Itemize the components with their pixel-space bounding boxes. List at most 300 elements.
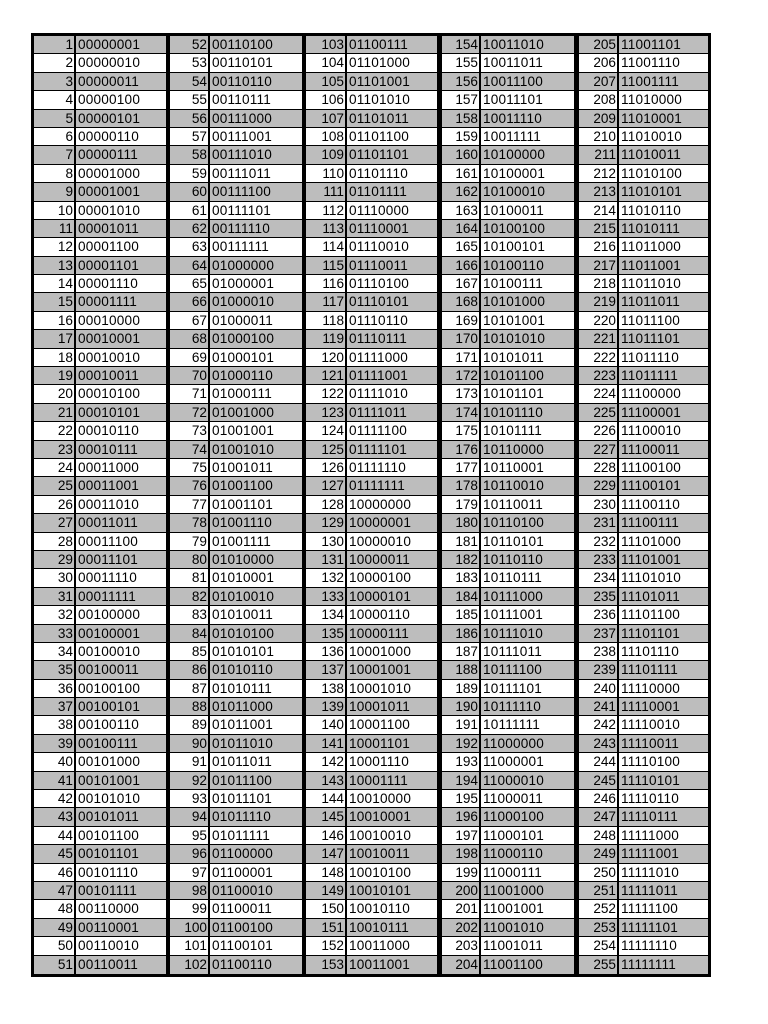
decimal-value: 152: [306, 937, 347, 954]
table-row: [442, 937, 574, 955]
table-row: [34, 404, 166, 422]
binary-value: 01100100: [210, 919, 302, 936]
table-row: [306, 606, 437, 624]
table-row: [579, 146, 708, 164]
binary-value: 01000101: [210, 349, 302, 366]
table-row: [579, 937, 708, 955]
decimal-value: 182: [442, 551, 481, 568]
binary-value: 11100001: [619, 404, 708, 421]
table-row: [34, 625, 166, 643]
table-row: [442, 827, 574, 845]
table-column: [170, 36, 302, 974]
binary-value: 11011100: [619, 312, 708, 329]
binary-value: 01111001: [347, 367, 437, 384]
table-row: [579, 128, 708, 146]
table-row: [579, 698, 708, 716]
decimal-value: 91: [170, 753, 210, 770]
table-row: [34, 496, 166, 514]
table-row: [579, 330, 708, 348]
decimal-value: 202: [442, 919, 481, 936]
decimal-value: 201: [442, 900, 481, 917]
binary-value: 01101001: [347, 73, 437, 90]
decimal-value: 30: [34, 569, 76, 586]
table-row: [442, 698, 574, 716]
binary-value: 10010011: [347, 845, 437, 862]
table-row: [306, 882, 437, 900]
decimal-value: 7: [34, 146, 76, 163]
decimal-value: 129: [306, 514, 347, 531]
table-row: [170, 496, 302, 514]
table-row: [442, 257, 574, 275]
binary-value: 10000101: [347, 588, 437, 605]
binary-value: 01000000: [210, 257, 302, 274]
binary-value: 10110010: [481, 477, 574, 494]
binary-value: 01001101: [210, 496, 302, 513]
table-row: [170, 165, 302, 183]
table-row: [579, 385, 708, 403]
table-row: [442, 422, 574, 440]
binary-value: 11011011: [619, 293, 708, 310]
decimal-value: 215: [579, 220, 619, 237]
decimal-value: 44: [34, 827, 76, 844]
decimal-value: 68: [170, 330, 210, 347]
table-row: [442, 459, 574, 477]
binary-value: 01101111: [347, 183, 437, 200]
table-row: [579, 73, 708, 91]
table-row: [170, 110, 302, 128]
table-row: [442, 735, 574, 753]
binary-value: 10010111: [347, 919, 437, 936]
binary-value: 11000011: [481, 790, 574, 807]
binary-value: 01010010: [210, 588, 302, 605]
table-row: [306, 367, 437, 385]
binary-value: 01011001: [210, 716, 302, 733]
binary-value: 00111100: [210, 183, 302, 200]
binary-value: 01110110: [347, 312, 437, 329]
decimal-value: 173: [442, 385, 481, 402]
table-row: [306, 753, 437, 771]
binary-value: 10011011: [481, 54, 574, 71]
table-row: [579, 36, 708, 54]
decimal-value: 109: [306, 146, 347, 163]
table-row: [34, 551, 166, 569]
binary-value: 01110011: [347, 257, 437, 274]
table-row: [306, 293, 437, 311]
decimal-value: 115: [306, 257, 347, 274]
table-row: [579, 220, 708, 238]
table-row: [170, 73, 302, 91]
binary-value: 01011100: [210, 772, 302, 789]
decimal-value: 240: [579, 680, 619, 697]
binary-value: 11100101: [619, 477, 708, 494]
decimal-value: 140: [306, 716, 347, 733]
binary-value: 01101100: [347, 128, 437, 145]
binary-value: 10110000: [481, 441, 574, 458]
table-row: [306, 459, 437, 477]
decimal-value: 253: [579, 919, 619, 936]
decimal-value: 146: [306, 827, 347, 844]
decimal-value: 120: [306, 349, 347, 366]
table-row: [34, 459, 166, 477]
table-row: [34, 54, 166, 72]
decimal-value: 82: [170, 588, 210, 605]
table-row: [579, 422, 708, 440]
decimal-value: 130: [306, 533, 347, 550]
table-row: [34, 275, 166, 293]
binary-value: 01000001: [210, 275, 302, 292]
binary-value: 11110010: [619, 716, 708, 733]
binary-value: 01100000: [210, 845, 302, 862]
decimal-value: 51: [34, 956, 76, 974]
decimal-value: 86: [170, 661, 210, 678]
binary-value: 00010001: [76, 330, 166, 347]
table-row: [34, 827, 166, 845]
binary-value: 11111100: [619, 900, 708, 917]
decimal-value: 139: [306, 698, 347, 715]
table-row: [34, 183, 166, 201]
table-row: [34, 36, 166, 54]
table-row: [442, 588, 574, 606]
table-row: [579, 514, 708, 532]
binary-value: 11101010: [619, 569, 708, 586]
table-row: [579, 643, 708, 661]
binary-value: 00111001: [210, 128, 302, 145]
table-row: [170, 459, 302, 477]
decimal-value: 33: [34, 625, 76, 642]
binary-value: 01111011: [347, 404, 437, 421]
table-row: [34, 73, 166, 91]
binary-value: 01010101: [210, 643, 302, 660]
decimal-value: 18: [34, 349, 76, 366]
table-row: [442, 753, 574, 771]
decimal-value: 189: [442, 680, 481, 697]
binary-value: 11111000: [619, 827, 708, 844]
table-row: [170, 349, 302, 367]
table-row: [170, 54, 302, 72]
decimal-value: 23: [34, 441, 76, 458]
table-row: [306, 202, 437, 220]
decimal-value: 217: [579, 257, 619, 274]
decimal-value: 179: [442, 496, 481, 513]
decimal-value: 235: [579, 588, 619, 605]
decimal-value: 71: [170, 385, 210, 402]
decimal-value: 101: [170, 937, 210, 954]
table-row: [442, 533, 574, 551]
binary-value: 01110100: [347, 275, 437, 292]
table-row: [442, 643, 574, 661]
binary-value: 00101110: [76, 864, 166, 881]
binary-value: 00111010: [210, 146, 302, 163]
decimal-value: 106: [306, 91, 347, 108]
decimal-value: 57: [170, 128, 210, 145]
table-row: [579, 312, 708, 330]
decimal-value: 147: [306, 845, 347, 862]
table-row: [442, 275, 574, 293]
decimal-value: 180: [442, 514, 481, 531]
binary-value: 11010010: [619, 128, 708, 145]
decimal-value: 111: [306, 183, 347, 200]
table-row: [170, 864, 302, 882]
decimal-value: 100: [170, 919, 210, 936]
binary-value: 10010110: [347, 900, 437, 917]
table-row: [579, 349, 708, 367]
binary-value: 11000001: [481, 753, 574, 770]
table-row: [34, 146, 166, 164]
decimal-value: 93: [170, 790, 210, 807]
decimal-value: 162: [442, 183, 481, 200]
decimal-value: 78: [170, 514, 210, 531]
decimal-value: 144: [306, 790, 347, 807]
decimal-value: 29: [34, 551, 76, 568]
binary-value: 01010100: [210, 625, 302, 642]
binary-value: 11000101: [481, 827, 574, 844]
table-row: [579, 54, 708, 72]
decimal-value: 19: [34, 367, 76, 384]
decimal-value: 161: [442, 165, 481, 182]
binary-value: 10101001: [481, 312, 574, 329]
decimal-value: 45: [34, 845, 76, 862]
decimal-value: 157: [442, 91, 481, 108]
table-row: [170, 845, 302, 863]
table-row: [579, 808, 708, 826]
table-row: [306, 900, 437, 918]
binary-value: 10011111: [481, 128, 574, 145]
binary-value: 00000010: [76, 54, 166, 71]
decimal-value: 9: [34, 183, 76, 200]
table-row: [170, 827, 302, 845]
table-column: [442, 36, 574, 974]
table-row: [442, 220, 574, 238]
binary-value: 11011110: [619, 349, 708, 366]
table-row: [306, 588, 437, 606]
table-row: [170, 808, 302, 826]
binary-value: 11111101: [619, 919, 708, 936]
binary-value: 00001000: [76, 165, 166, 182]
binary-value: 00000110: [76, 128, 166, 145]
table-row: [34, 257, 166, 275]
binary-value: 00011110: [76, 569, 166, 586]
table-row: [579, 661, 708, 679]
table-row: [442, 36, 574, 54]
decimal-value: 90: [170, 735, 210, 752]
binary-value: 01110010: [347, 238, 437, 255]
binary-value: 01011110: [210, 808, 302, 825]
binary-value: 01110001: [347, 220, 437, 237]
table-row: [442, 312, 574, 330]
decimal-value: 212: [579, 165, 619, 182]
binary-value: 00111000: [210, 110, 302, 127]
table-row: [306, 864, 437, 882]
decimal-value: 229: [579, 477, 619, 494]
binary-value: 11101111: [619, 661, 708, 678]
binary-value: 01011101: [210, 790, 302, 807]
decimal-value: 142: [306, 753, 347, 770]
table-row: [34, 91, 166, 109]
table-row: [442, 330, 574, 348]
table-row: [34, 238, 166, 256]
decimal-value: 166: [442, 257, 481, 274]
decimal-value: 11: [34, 220, 76, 237]
table-row: [170, 882, 302, 900]
table-row: [170, 257, 302, 275]
binary-value: 00111110: [210, 220, 302, 237]
decimal-value: 113: [306, 220, 347, 237]
binary-value: 10011100: [481, 73, 574, 90]
decimal-value: 156: [442, 73, 481, 90]
binary-value: 11101100: [619, 606, 708, 623]
table-row: [34, 680, 166, 698]
table-row: [306, 772, 437, 790]
decimal-value: 94: [170, 808, 210, 825]
table-row: [170, 790, 302, 808]
table-row: [170, 956, 302, 974]
binary-value: 11100011: [619, 441, 708, 458]
decimal-value: 224: [579, 385, 619, 402]
binary-value: 00010010: [76, 349, 166, 366]
decimal-value: 22: [34, 422, 76, 439]
decimal-value: 207: [579, 73, 619, 90]
table-row: [306, 110, 437, 128]
table-row: [34, 845, 166, 863]
decimal-value: 75: [170, 459, 210, 476]
binary-value: 11111010: [619, 864, 708, 881]
binary-value: 10110111: [481, 569, 574, 586]
decimal-value: 69: [170, 349, 210, 366]
table-row: [170, 606, 302, 624]
table-row: [34, 165, 166, 183]
binary-value: 11001101: [619, 36, 708, 53]
decimal-value: 27: [34, 514, 76, 531]
decimal-value: 203: [442, 937, 481, 954]
binary-value: 00010110: [76, 422, 166, 439]
decimal-value: 98: [170, 882, 210, 899]
table-row: [306, 54, 437, 72]
table-row: [306, 349, 437, 367]
decimal-value: 116: [306, 275, 347, 292]
binary-value: 00111101: [210, 202, 302, 219]
binary-value: 10110001: [481, 459, 574, 476]
table-row: [34, 514, 166, 532]
table-row: [34, 790, 166, 808]
table-row: [34, 477, 166, 495]
decimal-value: 50: [34, 937, 76, 954]
binary-value: 10011000: [347, 937, 437, 954]
binary-value: 00001010: [76, 202, 166, 219]
binary-value: 00010111: [76, 441, 166, 458]
table-row: [170, 367, 302, 385]
decimal-value: 138: [306, 680, 347, 697]
table-row: [170, 698, 302, 716]
decimal-value: 153: [306, 956, 347, 974]
decimal-value: 126: [306, 459, 347, 476]
table-row: [34, 919, 166, 937]
binary-value: 01000111: [210, 385, 302, 402]
binary-value: 11101101: [619, 625, 708, 642]
table-row: [579, 110, 708, 128]
decimal-value: 2: [34, 54, 76, 71]
table-row: [34, 606, 166, 624]
decimal-value: 204: [442, 956, 481, 974]
table-row: [579, 790, 708, 808]
binary-value: 10011110: [481, 110, 574, 127]
binary-value: 10100100: [481, 220, 574, 237]
binary-value: 01001001: [210, 422, 302, 439]
decimal-value: 244: [579, 753, 619, 770]
table-row: [579, 183, 708, 201]
decimal-value: 34: [34, 643, 76, 660]
binary-value: 11000100: [481, 808, 574, 825]
decimal-value: 42: [34, 790, 76, 807]
table-row: [306, 330, 437, 348]
binary-value: 10101100: [481, 367, 574, 384]
table-row: [579, 900, 708, 918]
decimal-value: 143: [306, 772, 347, 789]
table-row: [306, 533, 437, 551]
binary-value: 00011111: [76, 588, 166, 605]
table-row: [306, 385, 437, 403]
decimal-value: 103: [306, 36, 347, 53]
table-row: [170, 202, 302, 220]
decimal-value: 105: [306, 73, 347, 90]
table-row: [306, 643, 437, 661]
binary-value: 01101000: [347, 54, 437, 71]
decimal-value: 219: [579, 293, 619, 310]
decimal-value: 227: [579, 441, 619, 458]
binary-value: 00110010: [76, 937, 166, 954]
binary-value: 10000110: [347, 606, 437, 623]
decimal-value: 187: [442, 643, 481, 660]
table-row: [306, 183, 437, 201]
binary-value: 01111010: [347, 385, 437, 402]
table-column: [34, 36, 166, 974]
table-row: [34, 956, 166, 974]
decimal-value: 128: [306, 496, 347, 513]
decimal-value: 14: [34, 275, 76, 292]
decimal-value: 194: [442, 772, 481, 789]
binary-value: 10111001: [481, 606, 574, 623]
binary-value: 01000100: [210, 330, 302, 347]
binary-value: 11010001: [619, 110, 708, 127]
table-row: [170, 293, 302, 311]
binary-value: 00100110: [76, 716, 166, 733]
table-row: [579, 956, 708, 974]
decimal-value: 200: [442, 882, 481, 899]
binary-value: 11100010: [619, 422, 708, 439]
table-row: [34, 533, 166, 551]
binary-value: 01000010: [210, 293, 302, 310]
table-row: [306, 569, 437, 587]
decimal-value: 4: [34, 91, 76, 108]
binary-value: 10110101: [481, 533, 574, 550]
decimal-value: 80: [170, 551, 210, 568]
decimal-value: 40: [34, 753, 76, 770]
decimal-value: 199: [442, 864, 481, 881]
binary-value: 11101001: [619, 551, 708, 568]
table-row: [579, 827, 708, 845]
binary-value: 11010011: [619, 146, 708, 163]
decimal-value: 131: [306, 551, 347, 568]
table-row: [442, 349, 574, 367]
decimal-value: 133: [306, 588, 347, 605]
table-row: [170, 533, 302, 551]
decimal-value: 136: [306, 643, 347, 660]
table-row: [170, 551, 302, 569]
decimal-value: 223: [579, 367, 619, 384]
decimal-value: 16: [34, 312, 76, 329]
table-row: [34, 110, 166, 128]
binary-value: 10010100: [347, 864, 437, 881]
binary-value: 11110110: [619, 790, 708, 807]
